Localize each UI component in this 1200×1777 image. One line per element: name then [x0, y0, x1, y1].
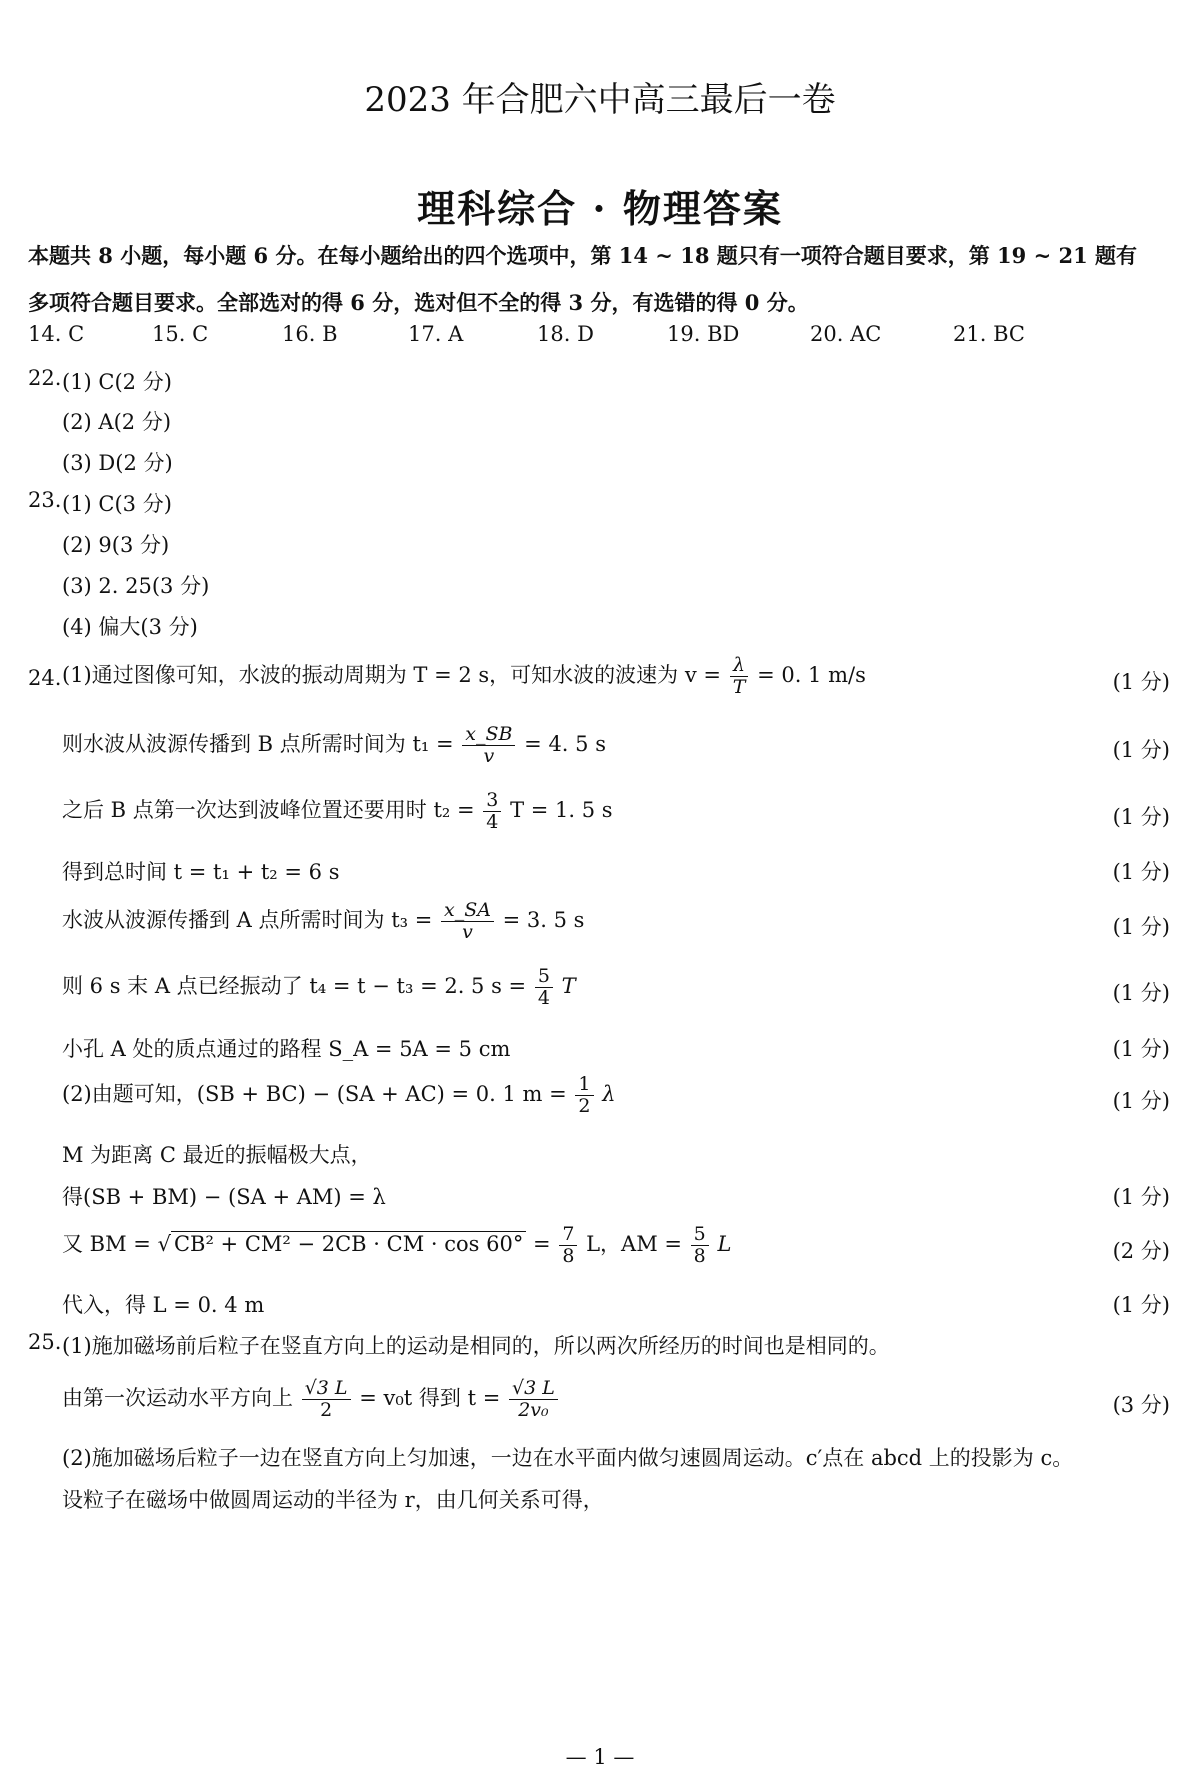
q24-line: 又 BM = √ CB² + CM² − 2CB · CM · cos 60° = $\frac{7}{8}$ L，AM = $\frac{5}{8}$ L	[62, 1223, 732, 1267]
choice-answer: 14. C	[28, 322, 85, 346]
intro-text	[28, 232, 1178, 326]
q25-line: (1)施加磁场前后粒子在竖直方向上的运动是相同的，所以两次所经历的时间也是相同的。	[62, 1334, 890, 1358]
score-label: (1 分)	[1112, 805, 1170, 829]
q22-number: 22.	[28, 366, 62, 390]
choice-answer: 18. D	[537, 322, 594, 346]
q23-item: (3) 2. 25(3 分)	[62, 574, 210, 598]
exam-subtitle: 理科综合 · 物理答案	[417, 186, 783, 231]
q24-line: 之后 B 点第一次达到波峰位置还要用时 t₂ = $\frac{3}{4}$ T = 1. 5 s	[62, 789, 613, 833]
q24-line: (1)通过图像可知，水波的振动周期为 T = 2 s，可知水波的波速为 v = $\frac{\lambda}{T}$ = 0. 1 m/s	[62, 654, 866, 698]
q24-line: 则水波从波源传播到 B 点所需时间为 t₁ = $\frac{x\_SB}{v}$ = 4. 5 s	[62, 723, 606, 767]
q23-number: 23.	[28, 488, 62, 512]
fraction: $\frac{x\_SB}{v}$	[462, 724, 515, 767]
q22-item: (2) A(2 分)	[62, 410, 172, 434]
q24-line: M 为距离 C 最近的振幅极大点，	[62, 1143, 372, 1167]
choice-answer: 15. C	[152, 322, 209, 346]
fraction: $\frac{5}{8}$	[691, 1224, 709, 1267]
score-label: (1 分)	[1112, 1185, 1170, 1209]
intro-line-2: 多项符合题目要求。全部选对的得 6 分，选对但不全的得 3 分，有选错的得 0 分。	[28, 290, 809, 315]
q23-item: (4) 偏大(3 分)	[62, 615, 198, 639]
fraction: $\frac{5}{4}$	[535, 966, 553, 1009]
q25-line: 由第一次运动水平方向上 $\frac{√3 L}{2}$ = v₀t 得到 t = $\frac{√3 L}{\text{2v₀}}$	[62, 1378, 560, 1421]
q24-line: 小孔 A 处的质点通过的路程 S_A = 5A = 5 cm	[62, 1037, 511, 1061]
q23-item: (1) C(3 分)	[62, 492, 172, 516]
choice-answer: 17. A	[408, 322, 464, 346]
choice-answer: 19. BD	[667, 322, 740, 346]
fraction: $\frac{3}{4}$	[483, 790, 501, 833]
fraction: $\frac{\lambda}{T}$	[730, 655, 749, 698]
score-label: (1 分)	[1112, 860, 1170, 884]
q25-line: 设粒子在磁场中做圆周运动的半径为 r，由几何关系可得，	[62, 1488, 604, 1512]
sqrt-expression: CB² + CM² − 2CB · CM · cos 60°	[171, 1231, 526, 1256]
q24-line: 代入，得 L = 0. 4 m	[62, 1293, 265, 1317]
fraction: $\frac{√3 L}{2}$	[302, 1378, 351, 1421]
score-label: (1 分)	[1112, 1037, 1170, 1061]
score-label: (1 分)	[1112, 670, 1170, 694]
score-label: (1 分)	[1112, 1089, 1170, 1113]
score-label: (1 分)	[1112, 738, 1170, 762]
q23-item: (2) 9(3 分)	[62, 533, 170, 557]
q24-line: 水波从波源传播到 A 点所需时间为 t₃ = $\frac{x\_SA}{v}$ = 3. 5 s	[62, 899, 585, 943]
fraction: $\frac{x\_SA}{v}$	[441, 900, 494, 943]
q25-line: (2)施加磁场后粒子一边在竖直方向上匀加速，一边在水平面内做匀速圆周运动。c′点在 abcd 上的投影为 c。	[62, 1446, 1074, 1470]
q24-line: 得(SB + BM) − (SA + AM) = λ	[62, 1185, 386, 1209]
page-number: — 1 —	[565, 1745, 635, 1769]
intro-line-1: 本题共 8 小题，每小题 6 分。在每小题给出的四个选项中，第 14 ~ 18 题只有一项符合题目要求，第 19 ~ 21 题有	[28, 243, 1138, 268]
choice-answer: 16. B	[282, 322, 338, 346]
score-label: (2 分)	[1112, 1239, 1170, 1263]
fraction: $\frac{1}{2}$	[575, 1074, 593, 1117]
fraction: $\frac{7}{8}$	[559, 1224, 577, 1267]
q25-number: 25.	[28, 1330, 62, 1354]
exam-title: 2023 年合肥六中高三最后一卷	[364, 80, 836, 120]
choice-answer: 21. BC	[953, 322, 1025, 346]
q22-item: (3) D(2 分)	[62, 451, 173, 475]
q24-line: (2)由题可知，(SB + BC) − (SA + AC) = 0. 1 m = $\frac{1}{2}$ λ	[62, 1073, 616, 1117]
q22-item: (1) C(2 分)	[62, 370, 172, 394]
score-label: (1 分)	[1112, 981, 1170, 1005]
q24-line: 则 6 s 末 A 点已经振动了 t₄ = t − t₃ = 2. 5 s = $\frac{5}{4}$ T	[62, 965, 576, 1009]
q24-line: 得到总时间 t = t₁ + t₂ = 6 s	[62, 860, 340, 884]
score-label: (3 分)	[1112, 1393, 1170, 1417]
fraction: $\frac{√3 L}{\text{2v₀}}$	[509, 1378, 558, 1421]
score-label: (1 分)	[1112, 915, 1170, 939]
choice-answer: 20. AC	[810, 322, 882, 346]
score-label: (1 分)	[1112, 1293, 1170, 1317]
q24-number: 24.	[28, 666, 62, 690]
